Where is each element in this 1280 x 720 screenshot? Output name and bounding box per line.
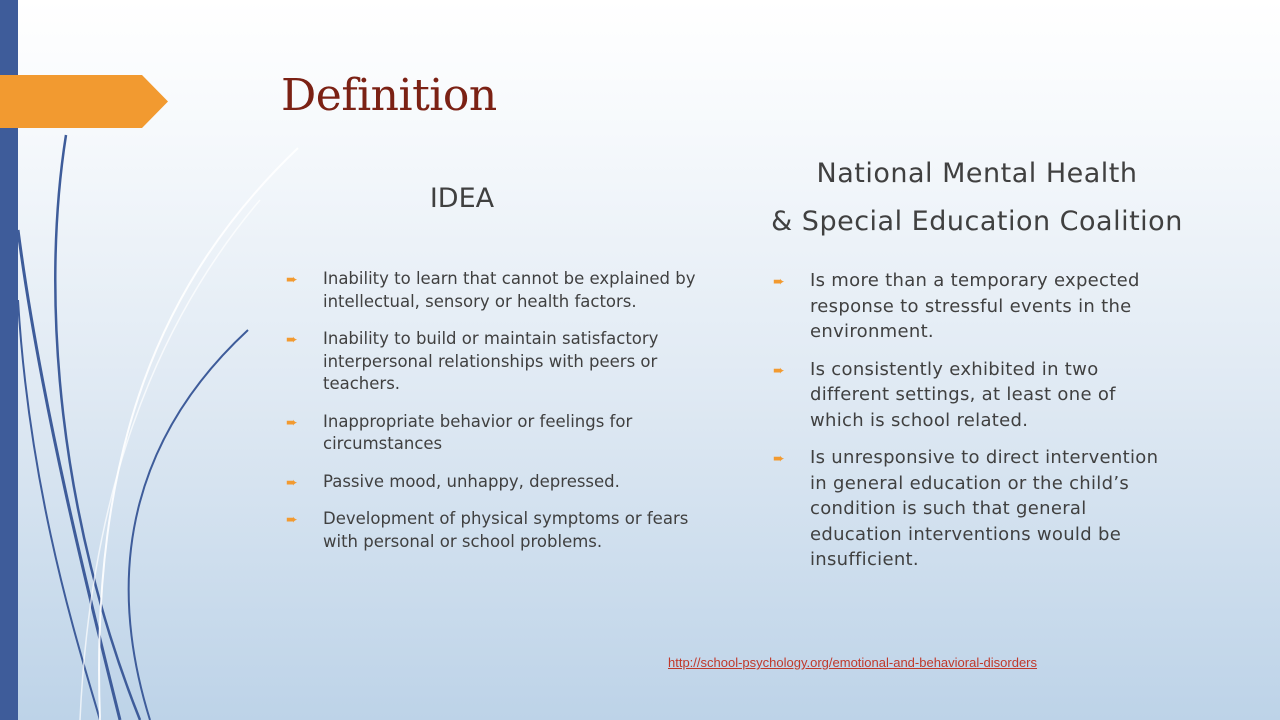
list-item [286,411,706,456]
source-link[interactable]: http://school-psychology.org/emotional-and-behavioral-disorders [668,655,1038,670]
bullet-text: Inability to build or maintain satisfactory interpersonal relationships with peers or teachers. [323,329,659,393]
list-item [286,471,706,494]
coalition-heading-line2: & Special Education Coalition [771,206,1183,237]
list-item [773,357,1173,434]
bullet-text: Inability to learn that cannot be explained by intellectual, sensory or health factors. [323,269,696,311]
coalition-heading-line1: National Mental Health [816,158,1138,189]
coalition-bullet-list [773,268,1173,585]
bullet-text: Is more than a temporary expected response to stressful events in the environment. [810,270,1140,342]
right-arrow-icon: ➨ [286,414,298,431]
slide-title: Definition [281,70,497,121]
right-arrow-icon: ➨ [286,272,298,288]
bullet-text: Inappropriate behavior or feelings for circumstances [323,411,633,453]
bullet-text: Development of physical symptoms or fears with personal or school problems. [323,509,689,551]
bullet-text: Passive mood, unhappy, depressed. [323,471,620,491]
list-item [286,268,706,313]
bullet-text: Is unresponsive to direct intervention in general education or the child’s condition is such that general education interventions would be insufficient. [810,447,1159,570]
list-item [773,445,1173,573]
idea-heading: IDEA [429,183,495,214]
bullet-text: Is consistently exhibited in two different settings, at least one of which is school related. [810,358,1116,431]
title-accent-tab [0,75,168,128]
list-item [286,508,706,553]
right-arrow-icon: ➨ [286,512,298,528]
right-arrow-icon: ➨ [773,362,786,379]
right-arrow-icon: ➨ [773,451,786,467]
idea-bullet-list [286,268,706,568]
coalition-heading [760,150,1194,246]
list-item [773,268,1173,345]
list-item [286,328,706,396]
right-arrow-icon: ➨ [773,274,786,290]
right-arrow-icon: ➨ [286,474,298,491]
right-arrow-icon: ➨ [286,332,298,348]
